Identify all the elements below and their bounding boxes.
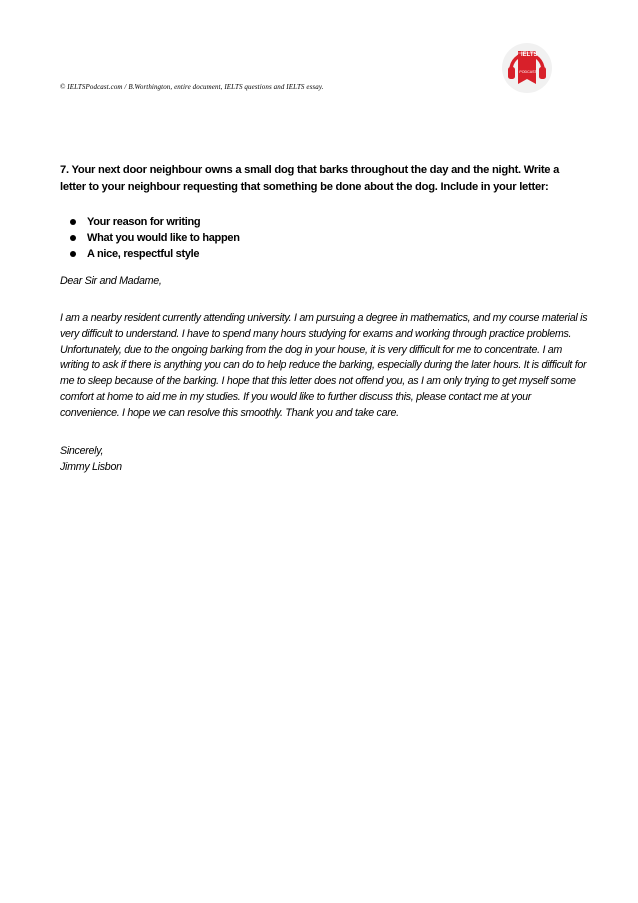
copyright-note: © IELTSPodcast.com / B.Worthington, entire document, IELTS questions and IELTS essay.: [60, 83, 324, 91]
bullet-dot-icon: [70, 219, 76, 225]
letter-closing: Sincerely,: [60, 445, 104, 457]
bullet-dot-icon: [70, 251, 76, 257]
letter-signature: Jimmy Lisbon: [60, 461, 122, 473]
list-item: [60, 214, 240, 230]
list-item-label: Your reason for writing: [87, 216, 201, 228]
question-prompt: 7. Your next door neighbour owns a small dog that barks throughout the day and the night. Write a letter to your neighbour requesting that something be done about the dog. Include in your letter:: [60, 164, 560, 193]
logo-subtitle: PODCAST: [519, 70, 537, 74]
letter-body: I am a nearby resident currently attending university. I am pursuing a degree in mathematics, and my course material is very difficult to understand. I have to spend many hours studying for exams and working through practice problems. Unfortunately, due to the ongoing barking from the dog in your house, it is very difficult for me to concentrate. I am writing to ask if there is anything you can do to help reduce the barking, especially during the later hours. It is difficult for me to sleep because of the barking. I hope that this letter does not offend you, as I am only trying to get myself some comfort at home to aid me in my studies. If you would like to further discuss this, please contact me at your convenience. I hope we can resolve this smoothly. Thank you and take care.: [60, 312, 588, 419]
bullet-dot-icon: [70, 235, 76, 241]
list-item: [60, 230, 240, 246]
list-item: [60, 246, 240, 262]
requirements-list: [60, 214, 240, 262]
list-item-label: What you would like to happen: [87, 232, 240, 244]
ielts-podcast-logo: [501, 42, 553, 94]
logo-title: IELTS: [521, 52, 538, 58]
letter-greeting: Dear Sir and Madame,: [60, 275, 162, 287]
list-item-label: A nice, respectful style: [87, 248, 200, 260]
